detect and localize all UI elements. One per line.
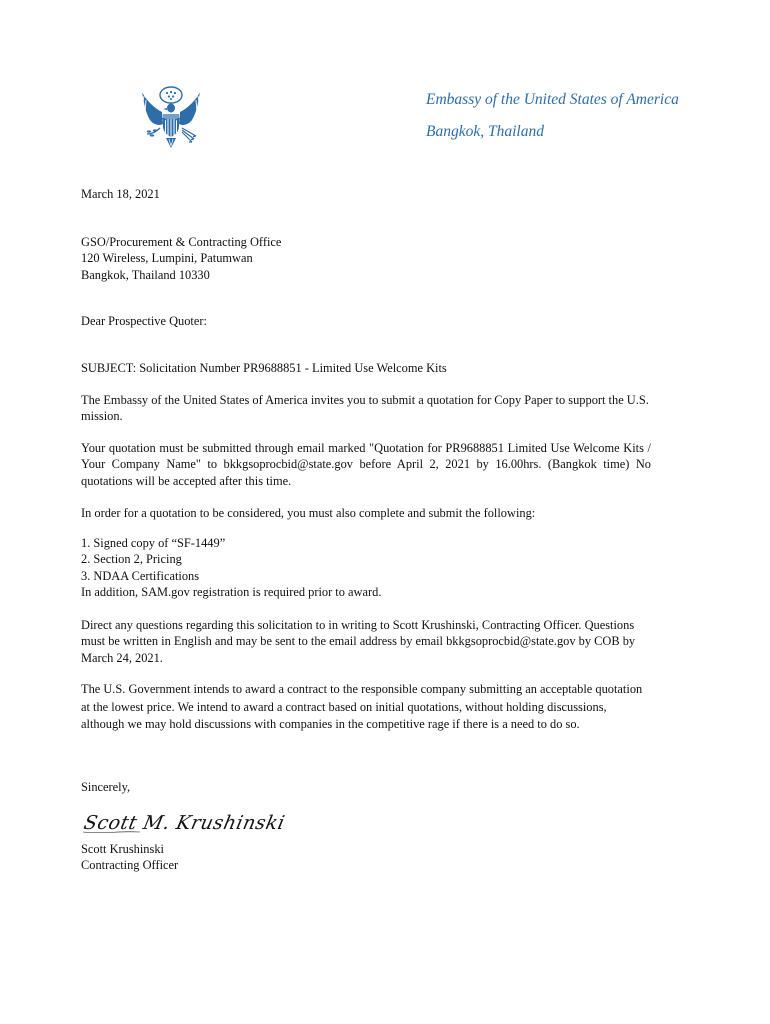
handwritten-signature: [80, 805, 288, 839]
list-item: 2. Section 2, Pricing: [81, 552, 182, 567]
signer-name: Scott Krushinski: [81, 842, 164, 856]
paragraph-requirements-intro: In order for a quotation to be considered, you must also complete and submit the following:: [81, 506, 536, 520]
sam-registration-note: In addition, SAM.gov registration is required prior to award.: [81, 584, 382, 599]
subject-line: SUBJECT: Solicitation Number PR9688851 - Limited Use Welcome Kits: [81, 361, 447, 375]
closing: Sincerely,: [81, 780, 131, 794]
recipient-address: [81, 234, 651, 283]
requirements-list: [81, 535, 651, 600]
embassy-location: Bangkok, Thailand: [426, 123, 544, 140]
paragraph-questions: Direct any questions regarding this solicitation to in writing to Scott Krushinski, Contracting Officer. Questions must be written in English and may be sent to the email address by email bkkgsoprocbid@state.gov by COB by March 24, 2021.: [81, 618, 636, 665]
paragraph-invitation: The Embassy of the United States of America invites you to submit a quotation for Copy Paper to support the U.S. mission.: [81, 393, 649, 424]
us-great-seal-icon: [136, 82, 206, 154]
letterhead: [426, 84, 679, 148]
salutation: Dear Prospective Quoter:: [81, 314, 207, 328]
address-line: GSO/Procurement & Contracting Office: [81, 235, 282, 249]
paragraph-submission: Your quotation must be submitted through email marked "Quotation for PR9688851 Limited Use Welcome Kits / Your Company Name" to bkkgsoprocbid@state.gov before April 2, 2021 by 16.00hrs. (Bangkok time) No quotations will be accepted after this time.: [81, 441, 651, 488]
address-line: Bangkok, Thailand 10330: [81, 267, 210, 282]
paragraph-award: The U.S. Government intends to award a contract to the responsible company submitting an acceptable quotation at the lowest price. We intend to award a contract based on initial quotations, without holding discussions, although we may hold discussions with companies in the competitive rage if there is a need to do so.: [81, 682, 643, 731]
list-item: 3. NDAA Certifications: [81, 568, 200, 583]
signer-block: [81, 841, 651, 874]
svg-text:Scott M. Krushinski: Scott M. Krushinski: [81, 811, 288, 834]
letter-date: March 18, 2021: [81, 187, 160, 201]
address-line: 120 Wireless, Lumpini, Patumwan: [81, 251, 253, 266]
list-item: 1. Signed copy of “SF-1449”: [81, 536, 226, 550]
signer-title: Contracting Officer: [81, 858, 179, 873]
embassy-name: Embassy of the United States of America: [426, 91, 679, 108]
